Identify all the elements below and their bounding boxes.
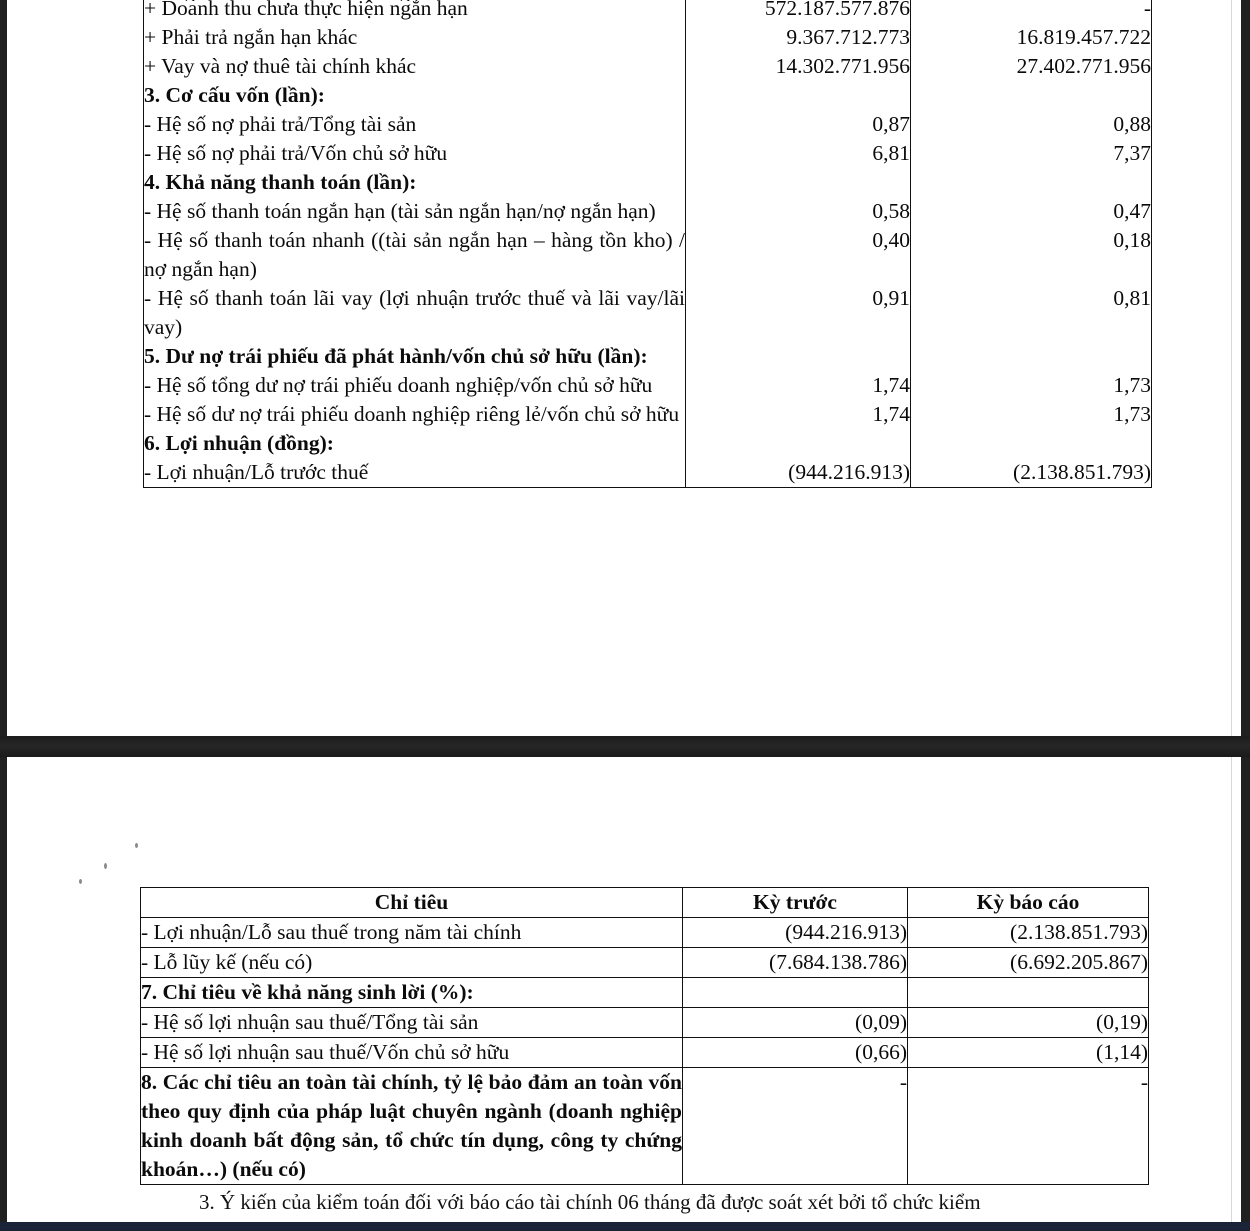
row-label: + Phải trả ngắn hạn khác (144, 23, 686, 52)
financial-indicators-table-bottom (140, 887, 1149, 1185)
row-value-curr (911, 429, 1152, 458)
row-label: - Hệ số lợi nhuận sau thuế/Tổng tài sản (141, 1008, 683, 1038)
row-value-prev: (7.684.138.786) (683, 948, 908, 978)
footer-paragraph: 3. Ý kiến của kiểm toán đối với báo cáo tài chính 06 tháng đã được soát xét bởi tổ chức kiểm (199, 1190, 981, 1214)
row-value-prev (686, 168, 911, 197)
table-section-row (144, 168, 1152, 197)
table-row (144, 110, 1152, 139)
row-value-curr: 0,47 (911, 197, 1152, 226)
row-value-curr: 0,88 (911, 110, 1152, 139)
row-label: - Hệ số thanh toán ngắn hạn (tài sản ngắn hạn/nợ ngắn hạn) (144, 197, 686, 226)
row-value-prev: 0,91 (686, 284, 911, 342)
row-value-curr: (2.138.851.793) (908, 918, 1149, 948)
scan-speckle (104, 863, 107, 869)
row-value-prev: 1,74 (686, 400, 911, 429)
table-row (141, 948, 1149, 978)
table-row (144, 400, 1152, 429)
row-value-curr (911, 168, 1152, 197)
row-value-prev (686, 342, 911, 371)
row-value-curr: (2.138.851.793) (911, 458, 1152, 488)
scan-speckle (135, 843, 138, 848)
table-row (144, 139, 1152, 168)
row-value-curr (911, 81, 1152, 110)
row-value-curr: 1,73 (911, 400, 1152, 429)
row-value-prev: 0,58 (686, 197, 911, 226)
table-section-row (141, 978, 1149, 1008)
row-value-prev (686, 81, 911, 110)
row-value-prev: (0,09) (683, 1008, 908, 1038)
row-value-curr: 27.402.771.956 (911, 52, 1152, 81)
financial-indicators-table-top (143, 0, 1152, 488)
row-value-curr: 1,73 (911, 371, 1152, 400)
table-row (144, 226, 1152, 284)
scanner-page-separator-band (0, 736, 1250, 757)
row-value-curr (908, 978, 1149, 1008)
table-section-row (141, 1068, 1149, 1185)
row-label: - Hệ số tổng dư nợ trái phiếu doanh nghiệp/vốn chủ sở hữu (144, 371, 686, 400)
document-page-top (7, 0, 1241, 736)
row-value-prev: (944.216.913) (686, 458, 911, 488)
row-value-curr (911, 342, 1152, 371)
row-value-curr: - (911, 0, 1152, 23)
column-header-previous-period: Kỳ trước (683, 888, 908, 918)
column-header-indicator: Chỉ tiêu (141, 888, 683, 918)
table-row (144, 0, 1152, 23)
table-row (144, 458, 1152, 488)
table-row (144, 23, 1152, 52)
page-edge-line (1231, 0, 1232, 736)
row-label: - Lợi nhuận/Lỗ sau thuế trong năm tài chính (141, 918, 683, 948)
row-label: 8. Các chỉ tiêu an toàn tài chính, tỷ lệ bảo đảm an toàn vốn theo quy định của pháp luật chuyên ngành (doanh nghiệp kinh doanh bất động sản, tổ chức tín dụng, công ty chứng khoán…) (nếu có) (141, 1068, 683, 1185)
table-row (141, 1008, 1149, 1038)
row-value-prev: 572.187.577.876 (686, 0, 911, 23)
row-label: - Hệ số thanh toán nhanh ((tài sản ngắn hạn – hàng tồn kho) / nợ ngắn hạn) (144, 226, 686, 284)
table-bottom-body (141, 918, 1149, 1185)
row-value-curr: (1,14) (908, 1038, 1149, 1068)
row-value-prev (683, 978, 908, 1008)
row-value-curr: (0,19) (908, 1008, 1149, 1038)
row-value-prev: 9.367.712.773 (686, 23, 911, 52)
table-section-row (144, 429, 1152, 458)
row-value-curr: - (908, 1068, 1149, 1185)
row-label: 3. Cơ cấu vốn (lần): (144, 81, 686, 110)
row-label: 6. Lợi nhuận (đồng): (144, 429, 686, 458)
row-value-curr: 0,81 (911, 284, 1152, 342)
row-value-prev: 0,40 (686, 226, 911, 284)
row-value-prev: 1,74 (686, 371, 911, 400)
row-label: - Hệ số dư nợ trái phiếu doanh nghiệp riêng lẻ/vốn chủ sở hữu (144, 400, 686, 429)
row-value-curr: 16.819.457.722 (911, 23, 1152, 52)
row-value-curr: 7,37 (911, 139, 1152, 168)
table-row (144, 197, 1152, 226)
row-label: 7. Chỉ tiêu về khả năng sinh lời (%): (141, 978, 683, 1008)
row-value-prev: (0,66) (683, 1038, 908, 1068)
table-header-row (141, 888, 1149, 918)
row-value-prev: 0,87 (686, 110, 911, 139)
page-edge-line (1231, 757, 1232, 1222)
row-label: - Lỗ lũy kế (nếu có) (141, 948, 683, 978)
table-top-body (144, 0, 1152, 488)
row-label: 4. Khả năng thanh toán (lần): (144, 168, 686, 197)
scan-bottom-band (0, 1222, 1250, 1231)
table-row (141, 1038, 1149, 1068)
table-section-row (144, 81, 1152, 110)
document-page-bottom (7, 757, 1241, 1222)
row-value-curr: 0,18 (911, 226, 1152, 284)
row-label: - Hệ số nợ phải trả/Tổng tài sản (144, 110, 686, 139)
row-label: - Hệ số thanh toán lãi vay (lợi nhuận trước thuế và lãi vay/lãi vay) (144, 284, 686, 342)
row-label: - Hệ số nợ phải trả/Vốn chủ sở hữu (144, 139, 686, 168)
table-section-row (144, 342, 1152, 371)
scan-speckle (79, 879, 82, 884)
row-value-prev: 14.302.771.956 (686, 52, 911, 81)
column-header-reporting-period: Kỳ báo cáo (908, 888, 1149, 918)
table-row (144, 284, 1152, 342)
row-value-curr: (6.692.205.867) (908, 948, 1149, 978)
row-label: 5. Dư nợ trái phiếu đã phát hành/vốn chủ sở hữu (lần): (144, 342, 686, 371)
row-value-prev: - (683, 1068, 908, 1185)
row-label: + Vay và nợ thuê tài chính khác (144, 52, 686, 81)
table-bottom-header (141, 888, 1149, 918)
scan-left-edge (0, 0, 7, 1222)
table-row (141, 918, 1149, 948)
row-label: + Doanh thu chưa thực hiện ngắn hạn (144, 0, 686, 23)
row-value-prev: (944.216.913) (683, 918, 908, 948)
row-label: - Lợi nhuận/Lỗ trước thuế (144, 458, 686, 488)
row-label: - Hệ số lợi nhuận sau thuế/Vốn chủ sở hữu (141, 1038, 683, 1068)
row-value-prev (686, 429, 911, 458)
scan-right-edge (1241, 0, 1250, 1222)
table-row (144, 371, 1152, 400)
row-value-prev: 6,81 (686, 139, 911, 168)
table-row (144, 52, 1152, 81)
